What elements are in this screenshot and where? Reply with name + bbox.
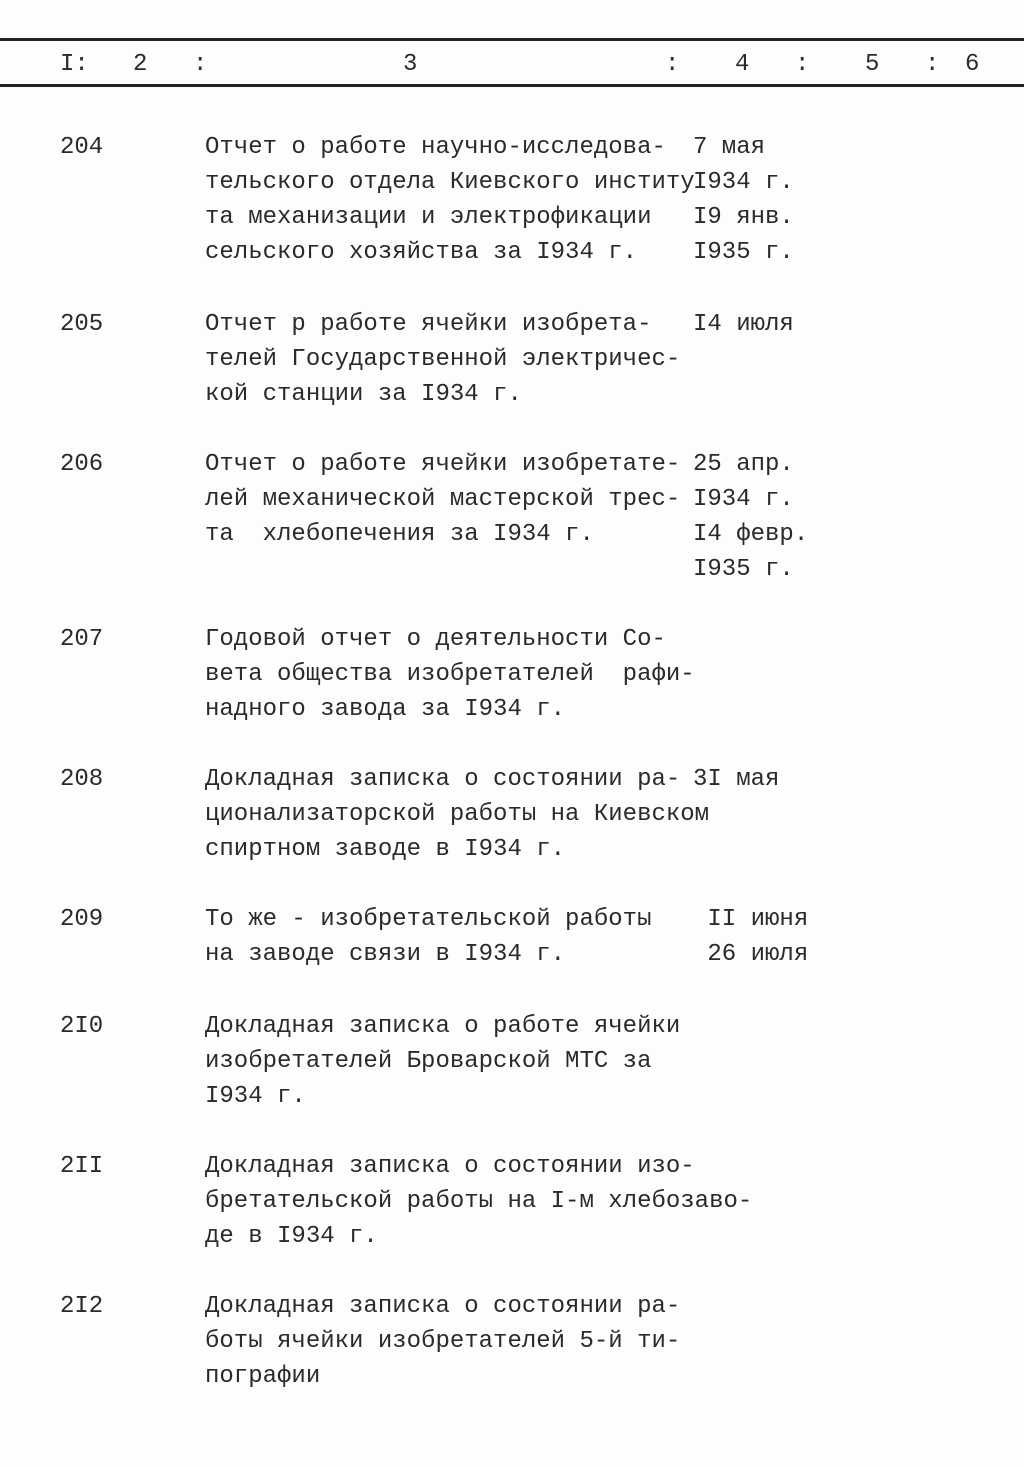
entry-title-line: изобретателей Броварской МТС за — [205, 1048, 652, 1075]
column-header: I: — [60, 51, 89, 78]
entry-title — [205, 130, 695, 270]
header-bottom-rule — [0, 84, 1024, 87]
column-header: 6 — [965, 51, 980, 78]
entry-date-line: 26 июля — [693, 941, 809, 968]
entry-title-line: Отчет о работе научно-исследова- — [205, 134, 666, 161]
column-header: 4 — [735, 51, 750, 78]
entry-date-line: I935 г. — [693, 239, 794, 266]
entry-date-line: I4 февр. — [693, 521, 809, 548]
entry-date-line: I934 г. — [693, 169, 794, 196]
entry-title-line: та хлебопечения за I934 г. — [205, 521, 594, 548]
entry-title — [205, 902, 651, 972]
entry-date-line: II июня — [693, 906, 809, 933]
entry-title-line: ционализаторской работы на Киевском — [205, 801, 710, 828]
column-header: : — [925, 51, 940, 78]
entry-title-line: Докладная записка о работе ячейки — [205, 1013, 681, 1040]
entry-number: 2I2 — [60, 1293, 104, 1320]
column-header: 3 — [403, 51, 418, 78]
entry-date-line: 25 апр. — [693, 451, 794, 478]
entry-title-line: То же - изобретательской работы — [205, 906, 652, 933]
column-header: : — [665, 51, 680, 78]
entry-date-line: I935 г. — [693, 556, 794, 583]
entry-title — [205, 1289, 680, 1394]
entry-number: 207 — [60, 626, 104, 653]
header-top-rule — [0, 38, 1024, 41]
entry-number: 2I0 — [60, 1013, 104, 1040]
entry-number: 209 — [60, 906, 104, 933]
entry-title-line: сельского хозяйства за I934 г. — [205, 239, 638, 266]
entry-title-line: кой станции за I934 г. — [205, 381, 522, 408]
entry-title-line: тельского отдела Киевского институ — [205, 169, 695, 196]
entry-title-line: де в I934 г. — [205, 1223, 378, 1250]
entry-number: 204 — [60, 134, 104, 161]
entry-title-line: Докладная записка о состоянии ра- — [205, 1293, 681, 1320]
entry-title — [205, 762, 709, 867]
entry-title-line: Отчет о работе ячейки изобретате- — [205, 451, 681, 478]
entry-title-line: Годовой отчет о деятельности Со- — [205, 626, 666, 653]
entry-title-line: пографии — [205, 1363, 321, 1390]
entry-title-line: Отчет р работе ячейки изобрета- — [205, 311, 652, 338]
entry-dates — [693, 447, 808, 587]
entry-number: 206 — [60, 451, 104, 478]
entry-title-line: та механизации и электрофикации — [205, 204, 652, 231]
entry-title-line: вета общества изобретателей рафи- — [205, 661, 695, 688]
column-header: 2 — [133, 51, 148, 78]
entry-date-line: I4 июля — [693, 311, 794, 338]
column-header: : — [193, 51, 208, 78]
entry-title-line: спиртном заводе в I934 г. — [205, 836, 566, 863]
entry-title-line: на заводе связи в I934 г. — [205, 941, 566, 968]
entry-title-line: надного завода за I934 г. — [205, 696, 566, 723]
entry-title-line: I934 г. — [205, 1083, 306, 1110]
entry-number: 2II — [60, 1153, 104, 1180]
entry-dates — [693, 762, 779, 797]
entry-date-line: I934 г. — [693, 486, 794, 513]
entry-title-line: лей механической мастерской трес- — [205, 486, 681, 513]
entry-date-line: I9 янв. — [693, 204, 794, 231]
entry-date-line: 7 мая — [693, 134, 766, 161]
column-header: 5 — [865, 51, 880, 78]
entry-dates — [693, 902, 808, 972]
entry-title-line: бретательской работы на I-м хлебозаво- — [205, 1188, 753, 1215]
entry-title-line: Докладная записка о состоянии ра- — [205, 766, 681, 793]
column-header: : — [795, 51, 810, 78]
entry-date-line: 3I мая — [693, 766, 780, 793]
entry-title-line: боты ячейки изобретателей 5-й ти- — [205, 1328, 681, 1355]
entry-dates — [693, 130, 794, 270]
entry-title-line: телей Государственной электричес- — [205, 346, 681, 373]
entry-title — [205, 1149, 752, 1254]
entry-number: 208 — [60, 766, 104, 793]
entry-title — [205, 447, 680, 552]
entry-dates — [693, 307, 794, 342]
entry-title — [205, 1009, 680, 1114]
entry-number: 205 — [60, 311, 104, 338]
entry-title-line: Докладная записка о состоянии изо- — [205, 1153, 695, 1180]
entry-title — [205, 622, 695, 727]
entry-title — [205, 307, 680, 412]
